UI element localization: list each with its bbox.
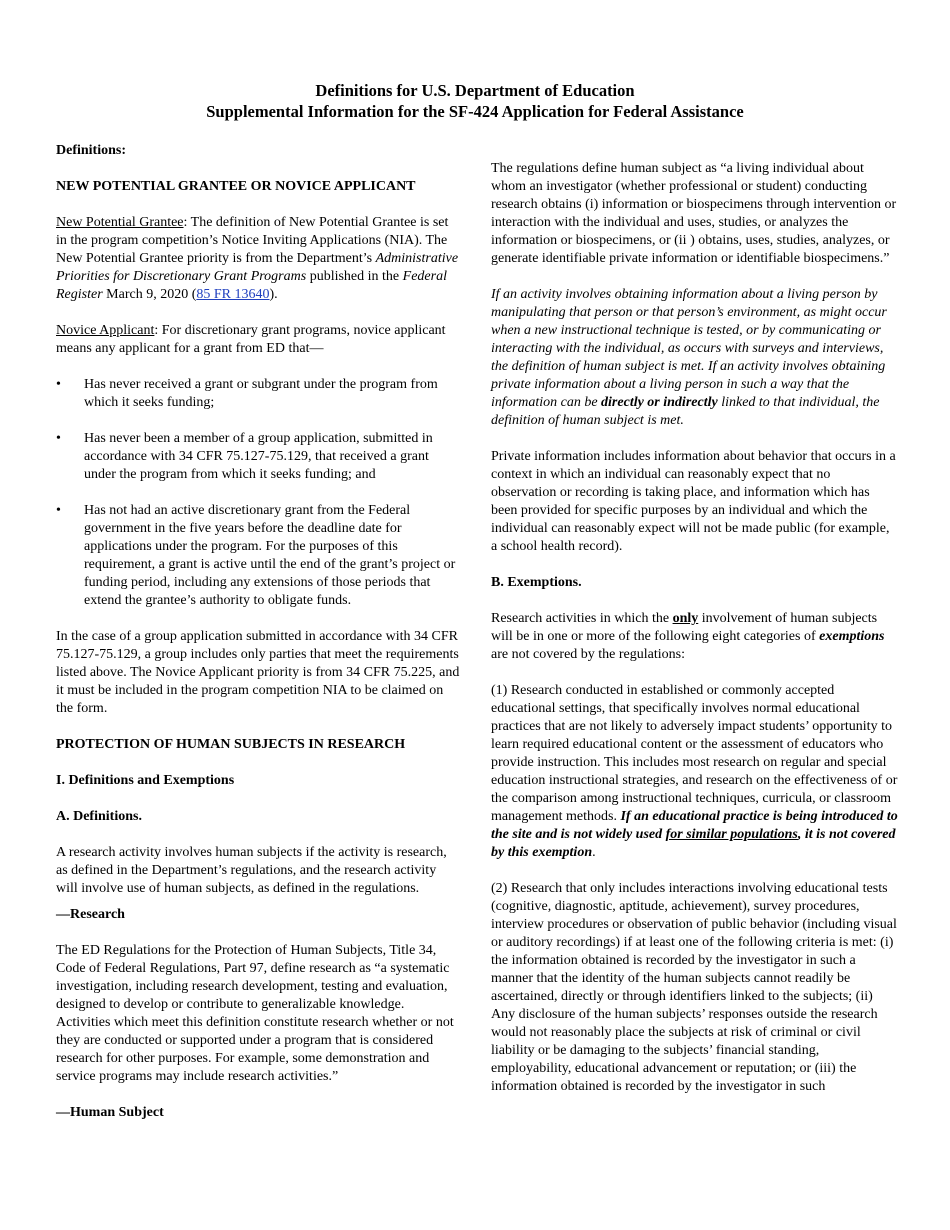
exemption-1-text: (1) Research conducted in established or commonly accepted educational settings, that specifically involves normal educational practices that are not likely to adversely impact students’ opportunity to learn required educational content or the assessment of educators who provide instruction. This includes most research on regular and special education instructional strategies, and research on the effectiveness of or the comparison among instructional techniques, curricula, or classroom management methods.: [491, 683, 898, 824]
npg-text-4: ).: [269, 287, 278, 302]
exempt-text-2: involvement of human subjects will be in one or more of the following eight categories of: [491, 611, 878, 644]
novice-section-heading: NEW POTENTIAL GRANTEE OR NOVICE APPLICANT: [56, 179, 416, 194]
exemption-2-paragraph: (2) Research that only includes interactions involving educational tests (cognitive, diagnostic, aptitude, achievement), survey procedures, interview procedures or observation of public behavior (including visual or auditory recordings) if at least one of the following criteria is met: (i) the information obtained is recorded by the investigator in such a manner that the identity of the human subjects cannot readily be ascertained, directly or through identifiers linked to the subjects; (ii) Any disclosure of the human subjects’ responses outside the research would not reasonably place the subjects at risk of criminal or civil liability or be damaging to the subjects’ financial standing, employability, educational advancement or reputation; or (iii) the information obtained is recorded by the investigator in such: [491, 881, 897, 1094]
research-subheading: —Research: [56, 907, 125, 922]
federal-register-link[interactable]: 85 FR 13640: [196, 287, 270, 302]
novice-applicant-paragraph: [56, 322, 460, 358]
list-item: • Has never been a member of a group application, submitted in accordance with 34 CFR 75.127-75.129, that received a grant under the program from which it seeks funding; and: [56, 430, 460, 484]
exempt-text-1: Research activities in which the: [491, 611, 673, 626]
italic-text-2: linked to that individual, the definition of human subject is met.: [491, 395, 880, 428]
definitions-exemptions-subheading: I. Definitions and Exemptions: [56, 773, 235, 788]
exemption-1-bold-2: , it is not covered by this exemption: [491, 827, 896, 860]
italic-text-1: If an activity involves obtaining information about a living person by manipulating that person or that person’s environment, as might occur when a new instructional technique is tested, or by communicating or interacting with the individual, as occurs with surveys and interviews, the definition of human subject is met. If an activity involves obtaining private information about a living person in such a way that the information can be: [491, 287, 887, 410]
definitions-label: Definitions:: [56, 143, 126, 158]
exemptions-emphasis: exemptions: [819, 629, 885, 644]
left-column: [56, 142, 460, 1140]
group-application-paragraph: In the case of a group application submitted in accordance with 34 CFR 75.127-75.129, a group includes only parties that meet the requirements listed above. The Novice Applicant priority is from 34 CFR 75.225, and it must be included in the program competition NIA to be claimed on the form.: [56, 629, 460, 716]
list-item: • Has not had an active discretionary grant from the Federal government in the five years before the deadline date for applications under the program. For the purposes of this requirement, a grant is active until the end of the grant’s project or funding period, including any extensions of those periods that extend the grantee’s authority to obligate funds.: [56, 502, 460, 610]
research-definition-paragraph: The ED Regulations for the Protection of Human Subjects, Title 34, Code of Federal Regulations, Part 97, define research as “a systematic investigation, including research development, testing and evaluation, designed to develop or contribute to generalizable knowledge. Activities which meet this definition constitute research whether or not they are conducted or supported under a program that is considered research for other purposes. For example, some demonstration and service programs may include research activities.”: [56, 943, 454, 1084]
human-subject-subheading: —Human Subject: [56, 1105, 164, 1120]
human-subject-italic-paragraph: [491, 286, 899, 430]
npg-italic-2: Federal Register: [56, 269, 447, 302]
research-activity-paragraph: A research activity involves human subjects if the activity is research, as defined in the Department’s regulations, and the research activity will involve use of human subjects, as defined in the regulations.: [56, 845, 447, 896]
novice-term: Novice Applicant: [56, 323, 155, 338]
document-title: [0, 80, 950, 122]
npg-term: New Potential Grantee: [56, 215, 184, 230]
title-line-1: Definitions for U.S. Department of Education: [315, 81, 635, 100]
novice-text: : For discretionary grant programs, novice applicant means any applicant for a grant from ED that—: [56, 323, 446, 356]
exemptions-intro-paragraph: [491, 610, 899, 664]
italic-bold-phrase: directly or indirectly: [601, 395, 718, 410]
exemption-1-paragraph: [491, 682, 899, 862]
definitions-subheading: A. Definitions.: [56, 809, 142, 824]
exempt-text-3: are not covered by the regulations:: [491, 647, 685, 662]
novice-criteria-list: [56, 376, 460, 610]
exemption-1-bold-underline: for similar populations: [665, 827, 798, 842]
exemption-1-end: .: [592, 845, 596, 860]
new-potential-grantee-paragraph: [56, 214, 460, 304]
private-information-paragraph: Private information includes information about behavior that occurs in a context in which an individual can reasonably expect that no observation or recording is taking place, and information which has been provided for specific purposes by an individual and which the individual can reasonably expect will not be made public (for example, a school health record).: [491, 449, 896, 554]
npg-text-3: March 9, 2020 (: [102, 287, 197, 302]
human-subjects-heading: PROTECTION OF HUMAN SUBJECTS IN RESEARCH: [56, 737, 406, 752]
exemption-1-bold-1: If an educational practice is being introduced to the site and is not widely used: [491, 809, 898, 842]
exemptions-subheading: B. Exemptions.: [491, 575, 582, 590]
human-subject-definition-paragraph: The regulations define human subject as “a living individual about whom an investigator (whether professional or student) conducting research obtains (i) information or biospecimens through intervention or interaction with the individual and uses, studies, or analyzes the information or biospecimens, or (ii ) obtains, uses, studies, analyzes, or generate identifiable private information or identifiable biospecimens.”: [491, 161, 897, 266]
npg-text-2: published in the: [306, 269, 403, 284]
list-item: • Has never received a grant or subgrant under the program from which it seeks funding;: [56, 376, 460, 412]
only-emphasis: only: [672, 611, 699, 626]
right-column: [491, 160, 899, 1114]
title-line-2: Supplemental Information for the SF-424 Application for Federal Assistance: [206, 102, 744, 121]
npg-text-1: : The definition of New Potential Grantee is set in the program competition’s Notice Inviting Applications (NIA). The New Potential Grantee priority is from the Department’s: [56, 215, 449, 266]
npg-italic-1: Administrative Priorities for Discretionary Grant Programs: [56, 251, 459, 284]
